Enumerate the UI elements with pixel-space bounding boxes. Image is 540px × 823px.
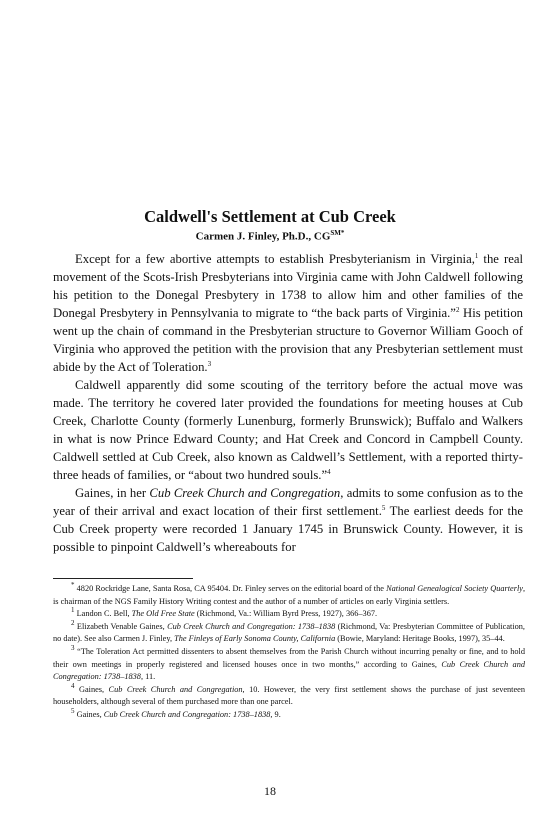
paragraph-1 — [53, 250, 523, 376]
footnote-1-text-a: Landon C. Bell, — [74, 609, 132, 619]
book-title-cub-creek: Cub Creek Church and Congregation — [149, 486, 341, 500]
paragraph-1-text-c: His petition went up the chain of command in the Presbyterian structure to Governor William Gooch of Virginia who approved the petition with the provision that any Presbyterian settlement must abide by the Act of Toleration. — [53, 306, 524, 374]
footnote-author-journal: National Genealogical Society Quarterly — [386, 584, 523, 593]
footnote-2-title-1: Cub Creek Church and Congregation: 1738–1838 — [167, 621, 336, 631]
footnote-4-text-b: , 10. However, the very first settlement shows the purchase of just seventeen householders, although several of them purchased more than one parcel. — [53, 684, 525, 707]
footnote-3-mark: 3 — [71, 644, 75, 653]
paragraph-1-text-b: the real movement of the Scots-Irish Presbyterians into Virginia came with John Caldwell following his petition to the Donegal Presbytery in 1738 to allow him and other families of the Donegal Presbytery in Pennsylvania to migrate to “the back parts of Virginia.” — [53, 252, 523, 320]
footnote-1-mark: 1 — [71, 606, 75, 615]
paragraph-3-text-a: Gaines, in her — [75, 486, 150, 500]
author-line — [0, 229, 540, 243]
footnote-ref-3: 3 — [207, 359, 212, 368]
paragraph-3-text-b: , admits to some confusion as to the year of their arrival and exact location of their first settlement. — [53, 486, 523, 518]
footnote-4-text-a: Gaines, — [74, 684, 109, 694]
footnote-5-text-a: Gaines, — [74, 709, 104, 719]
footnote-separator — [53, 578, 193, 579]
footnote-author-mark: * — [71, 581, 75, 590]
footnote-4 — [53, 681, 525, 709]
footnote-author-text-a: 4820 Rockridge Lane, Santa Rosa, CA 95404. Dr. Finley serves on the editorial board of the — [74, 584, 387, 593]
footnote-5-title: Cub Creek Church and Congregation: 1738–1838 — [103, 709, 271, 719]
author-footnote-marker: * — [340, 229, 345, 237]
footnote-3-text-a: “The Toleration Act permitted dissenters to absent themselves from the Parish Church without incurring penalty or fine, and to hold their own meetings in properly registered and licensed houses once in two months,” according to Gaines, — [53, 646, 525, 669]
footnote-1-title: The Old Free State — [131, 609, 195, 619]
footnote-2-mark: 2 — [71, 619, 75, 628]
footnote-author-text-b: , is chairman of the NGS Family History Writing contest and the author of a number of articles on early Virginia settlers. — [53, 584, 526, 606]
page-number: 18 — [264, 784, 276, 798]
author-name: Carmen J. Finley, Ph.D., CG — [195, 230, 331, 243]
footnote-ref-1: 1 — [474, 251, 479, 260]
footnote-5 — [53, 709, 525, 722]
footnote-1-text-b: (Richmond, Va.: William Byrd Press, 1927), 366–367. — [194, 609, 378, 619]
footnote-2 — [53, 621, 525, 646]
footnote-2-text-a: Elizabeth Venable Gaines, — [74, 621, 168, 631]
paragraph-3-text-c: The earliest deeds for the Cub Creek property were recorded 1 January 1745 in Brunswick County. However, it is possible to pinpoint Caldwell’s whereabouts for — [53, 504, 524, 554]
article-title: Caldwell's Settlement at Cub Creek — [144, 207, 396, 226]
service-mark: SM — [330, 229, 341, 237]
footnote-ref-2: 2 — [455, 305, 460, 314]
footnote-3 — [53, 646, 525, 684]
footnote-1 — [53, 608, 525, 621]
footnote-2-title-2: The Finleys of Early Sonoma County, California — [174, 634, 336, 644]
footnotes — [53, 583, 525, 722]
footnote-5-text-b: , 9. — [270, 709, 281, 719]
footnote-5-mark: 5 — [71, 707, 75, 716]
paragraph-2-text-a: Caldwell apparently did some scouting of the territory before the actual move was made. The territory he covered later provided the foundations for meeting houses at Cub Creek, Charlotte County (formerly Lunenburg, formerly Brunswick); Buffalo and Walkers in what is now Prince Edward County; and Hat Creek and Concord in Campbell County. Caldwell settled at Cub Creek, also known as Caldwell’s Settlement, with a reported thirty-three heads of families, or “about two hundred souls.” — [53, 378, 523, 482]
paragraph-3 — [53, 484, 523, 556]
paragraph-2 — [53, 376, 523, 484]
footnote-2-text-b: (Richmond, Va: Presbyterian Committee of Publication, no date). See also Carmen J. Finley, — [53, 621, 526, 644]
footnote-ref-4: 4 — [327, 467, 331, 476]
footnote-ref-5: 5 — [381, 503, 386, 512]
footnote-3-title: Cub Creek Church and Congregation: 1738–1838 — [53, 659, 525, 682]
footnote-4-title: Cub Creek Church and Congregation — [108, 684, 243, 694]
article-body — [53, 250, 523, 556]
footnote-3-text-b: , 11. — [140, 672, 156, 682]
footnote-2-text-c: (Bowie, Maryland: Heritage Books, 1997), 35–44. — [335, 634, 505, 644]
footnote-4-mark: 4 — [71, 681, 75, 690]
paragraph-1-text-a: Except for a few abortive attempts to establish Presbyterianism in Virginia, — [75, 252, 475, 266]
footnote-author — [53, 583, 525, 608]
